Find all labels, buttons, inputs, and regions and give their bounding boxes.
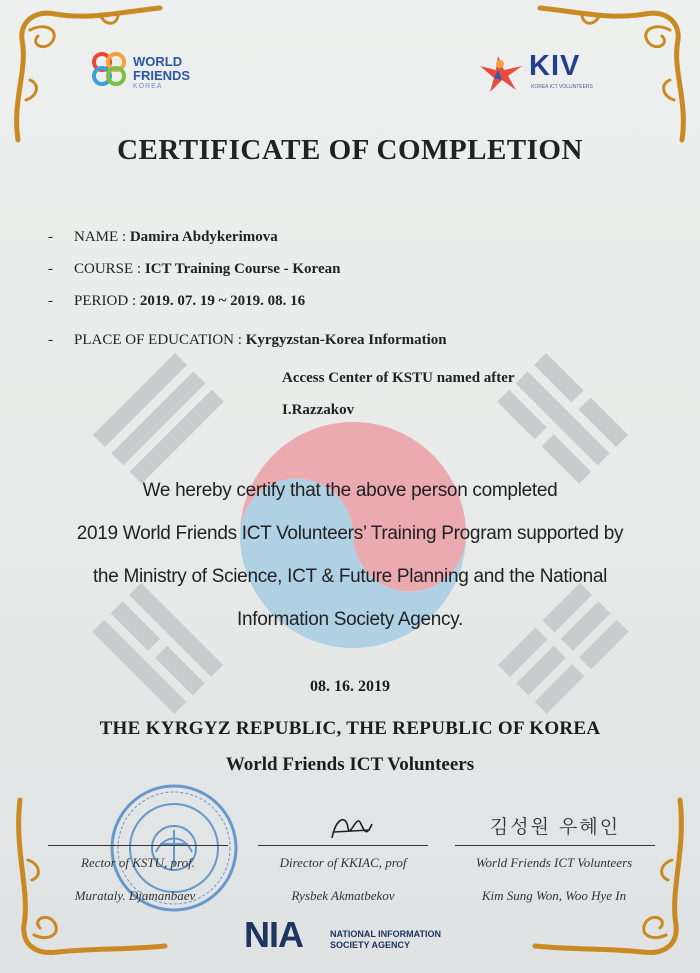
bullet-dash: -	[48, 332, 53, 348]
signature-line-3	[455, 845, 655, 846]
nia-wordmark: NIA	[244, 914, 303, 955]
field-course-label: COURSE :	[74, 261, 145, 277]
field-period-value: 2019. 07. 19 ~ 2019. 08. 16	[139, 293, 306, 309]
signature-korean-handwriting: 김성원 우혜인	[489, 816, 621, 838]
field-name	[48, 229, 278, 246]
signatory-3-name: Kim Sung Won, Woo Hye In	[481, 888, 627, 903]
kiv-name: KIV	[529, 50, 581, 82]
world-friends-line2: FRIENDS	[133, 68, 191, 83]
nia-name-line1: NATIONAL INFORMATION	[330, 929, 441, 939]
statement-line-1: We hereby certify that the above person completed	[142, 480, 558, 501]
statement-line-2: 2019 World Friends ICT Volunteers’ Training Program supported by	[76, 523, 624, 544]
world-friends-line3: KOREA	[133, 83, 163, 90]
field-place-value-line3: I.Razzakov	[282, 402, 355, 418]
field-course	[48, 261, 340, 278]
republics-line: THE KYRGYZ REPUBLIC, THE REPUBLIC OF KOREA	[99, 718, 601, 739]
field-period	[48, 293, 305, 310]
field-place-value-line1: Kyrgyzstan-Korea Information	[245, 332, 447, 348]
field-period-label: PERIOD :	[74, 293, 140, 309]
nia-logo	[244, 912, 474, 958]
signatory-2-name: Rysbek Akmatbekov	[291, 888, 395, 903]
statement-line-3: the Ministry of Science, ICT & Future Planning and the National	[92, 566, 608, 587]
field-course-value: ICT Training Course - Korean	[144, 261, 341, 277]
world-friends-line1: WORLD	[133, 54, 183, 69]
signature-director	[326, 808, 378, 846]
signatory-2-role: Director of KKIAC, prof	[279, 855, 407, 870]
world-friends-emblem-icon	[90, 50, 130, 90]
kiv-subtitle: KOREA ICT VOLUNTEERS	[531, 84, 593, 90]
field-place-line3	[282, 402, 354, 419]
bullet-dash: -	[48, 293, 53, 309]
bullet-dash: -	[48, 261, 53, 277]
signatory-1-role: Rector of KSTU, prof.	[81, 855, 195, 870]
field-name-label: NAME :	[74, 229, 130, 245]
field-place	[48, 332, 447, 349]
signatory-3-role: World Friends ICT Volunteers	[475, 855, 633, 870]
field-name-value: Damira Abdykerimova	[129, 229, 278, 245]
issue-date: 08. 16. 2019	[310, 678, 390, 695]
field-place-line2	[282, 370, 515, 387]
statement-line-4: Information Society Agency.	[236, 609, 463, 630]
kiv-star-icon	[476, 52, 524, 92]
kiv-logo	[476, 50, 606, 96]
signatory-1-name: Murataly. Djamanbaev	[74, 888, 196, 903]
certificate-title: CERTIFICATE OF COMPLETION	[117, 134, 583, 166]
nia-name-line2: SOCIETY AGENCY	[330, 940, 411, 950]
signature-line-1	[48, 845, 228, 846]
field-place-value-line2: Access Center of KSTU named after	[282, 370, 515, 386]
bullet-dash: -	[48, 229, 53, 245]
program-name: World Friends ICT Volunteers	[225, 754, 475, 775]
field-place-label: PLACE OF EDUCATION :	[74, 332, 246, 348]
